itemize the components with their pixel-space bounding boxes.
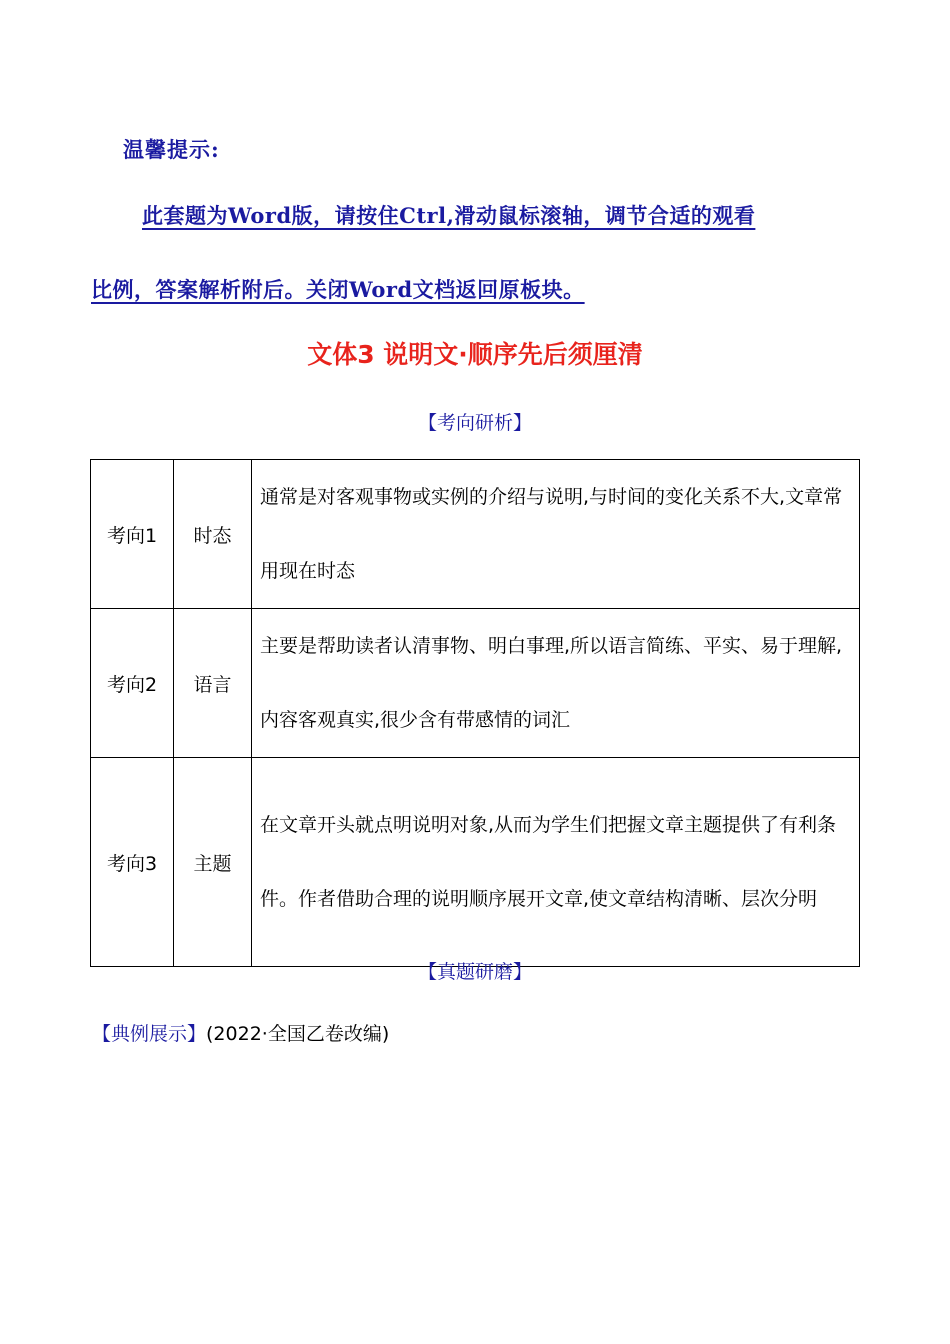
description-cell: 主要是帮助读者认清事物、明白事理,所以语言简练、平实、易于理解,内容客观真实,很少含有带感情的词汇 xyxy=(252,609,860,758)
example-line xyxy=(92,1019,389,1046)
aspect-cell: 主题 xyxy=(174,758,252,967)
example-label: 【典例展示】 xyxy=(92,1023,207,1045)
section-heading-analysis: 【考向研析】 xyxy=(417,412,532,434)
tip-line-2: 比例，答案解析附后。关闭Word文档返回原板块。 xyxy=(91,277,585,302)
tip-title: 温馨提示: xyxy=(123,137,220,162)
section-heading-exam: 【真题研磨】 xyxy=(417,961,532,983)
document-title: 文体3 说明文·顺序先后须厘清 xyxy=(307,340,643,369)
direction-cell: 考向2 xyxy=(91,609,174,758)
example-source: (2022·全国乙卷改编) xyxy=(206,1023,390,1045)
aspect-cell: 时态 xyxy=(174,460,252,609)
direction-cell: 考向3 xyxy=(91,758,174,967)
aspect-cell: 语言 xyxy=(174,609,252,758)
analysis-table xyxy=(90,459,860,967)
description-cell: 在文章开头就点明说明对象,从而为学生们把握文章主题提供了有利条件。作者借助合理的说明顺序展开文章,使文章结构清晰、层次分明 xyxy=(252,758,860,967)
table-row xyxy=(91,758,860,967)
table-row xyxy=(91,609,860,758)
tip-line-1: 此套题为Word版，请按住Ctrl,滑动鼠标滚轴，调节合适的观看 xyxy=(142,203,756,228)
description-cell: 通常是对客观事物或实例的介绍与说明,与时间的变化关系不大,文章常用现在时态 xyxy=(252,460,860,609)
table-row xyxy=(91,460,860,609)
direction-cell: 考向1 xyxy=(91,460,174,609)
